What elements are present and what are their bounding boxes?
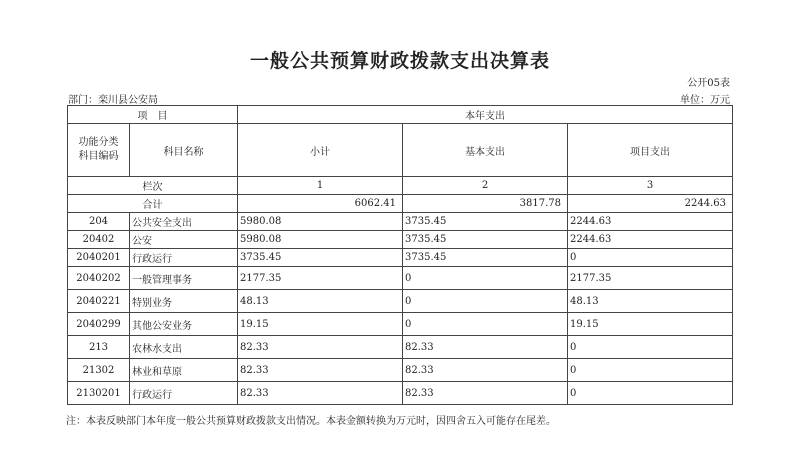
row-project: 0 <box>568 336 733 359</box>
header-subject-name: 科目名称 <box>130 124 238 177</box>
row-project: 19.15 <box>568 313 733 336</box>
column-index-3: 3 <box>568 177 733 195</box>
total-label: 合计 <box>68 195 238 213</box>
row-project: 0 <box>568 382 733 405</box>
row-code: 213 <box>68 336 130 359</box>
row-name: 行政运行 <box>130 382 238 405</box>
row-code: 2040221 <box>68 290 130 313</box>
row-code: 2040299 <box>68 313 130 336</box>
header-project: 项目支出 <box>568 124 733 177</box>
row-subtotal: 3735.45 <box>238 249 403 267</box>
total-project: 2244.63 <box>568 195 733 213</box>
row-name: 其他公安业务 <box>130 313 238 336</box>
row-basic: 3735.45 <box>403 249 568 267</box>
header-func-code: 功能分类 科目编码 <box>68 124 130 177</box>
header-item: 项 目 <box>68 106 238 124</box>
form-number: 公开05表 <box>687 78 730 89</box>
row-basic: 82.33 <box>403 336 568 359</box>
table-row <box>68 213 733 231</box>
row-project: 2244.63 <box>568 213 733 231</box>
table-row <box>68 382 733 405</box>
row-subtotal: 5980.08 <box>238 213 403 231</box>
table-row <box>68 290 733 313</box>
row-subtotal: 2177.35 <box>238 267 403 290</box>
header-row-2 <box>68 124 733 177</box>
row-basic: 82.33 <box>403 382 568 405</box>
row-name: 特别业务 <box>130 290 238 313</box>
row-code: 2130201 <box>68 382 130 405</box>
row-project: 0 <box>568 359 733 382</box>
row-name: 农林水支出 <box>130 336 238 359</box>
column-index-1: 1 <box>238 177 403 195</box>
row-basic: 0 <box>403 313 568 336</box>
row-name: 一般管理事务 <box>130 267 238 290</box>
expenditure-table <box>67 105 733 405</box>
row-name: 行政运行 <box>130 249 238 267</box>
page-title: 一般公共预算财政拨款支出决算表 <box>249 50 550 72</box>
row-project: 2244.63 <box>568 231 733 249</box>
row-subtotal: 82.33 <box>238 382 403 405</box>
total-basic: 3817.78 <box>403 195 568 213</box>
row-basic: 82.33 <box>403 359 568 382</box>
table-row <box>68 231 733 249</box>
row-name: 公安 <box>130 231 238 249</box>
row-project: 0 <box>568 249 733 267</box>
header-subtotal: 小计 <box>238 124 403 177</box>
row-code: 21302 <box>68 359 130 382</box>
column-index-label: 栏次 <box>68 177 238 195</box>
footnote: 注：本表反映部门本年度一般公共预算财政拨款支出情况。本表金额转换为万元时，因四舍五入可能存在尾差。 <box>66 416 556 427</box>
total-row <box>68 195 733 213</box>
row-code: 204 <box>68 213 130 231</box>
table-row <box>68 313 733 336</box>
row-project: 2177.35 <box>568 267 733 290</box>
row-subtotal: 19.15 <box>238 313 403 336</box>
column-index-row <box>68 177 733 195</box>
row-code: 20402 <box>68 231 130 249</box>
row-subtotal: 82.33 <box>238 336 403 359</box>
column-index-2: 2 <box>403 177 568 195</box>
table-row <box>68 336 733 359</box>
header-row-1 <box>68 106 733 124</box>
total-subtotal: 6062.41 <box>238 195 403 213</box>
table-row <box>68 267 733 290</box>
table-row <box>68 249 733 267</box>
row-code: 2040202 <box>68 267 130 290</box>
row-basic: 3735.45 <box>403 231 568 249</box>
row-basic: 3735.45 <box>403 213 568 231</box>
row-code: 2040201 <box>68 249 130 267</box>
row-name: 林业和草原 <box>130 359 238 382</box>
header-basic: 基本支出 <box>403 124 568 177</box>
row-subtotal: 5980.08 <box>238 231 403 249</box>
row-subtotal: 48.13 <box>238 290 403 313</box>
department-label: 部门：栾川县公安局 <box>68 95 158 106</box>
unit-label: 单位：万元 <box>680 95 730 106</box>
row-subtotal: 82.33 <box>238 359 403 382</box>
header-this-year: 本年支出 <box>238 106 733 124</box>
row-name: 公共安全支出 <box>130 213 238 231</box>
row-basic: 0 <box>403 290 568 313</box>
table-row <box>68 359 733 382</box>
row-project: 48.13 <box>568 290 733 313</box>
row-basic: 0 <box>403 267 568 290</box>
